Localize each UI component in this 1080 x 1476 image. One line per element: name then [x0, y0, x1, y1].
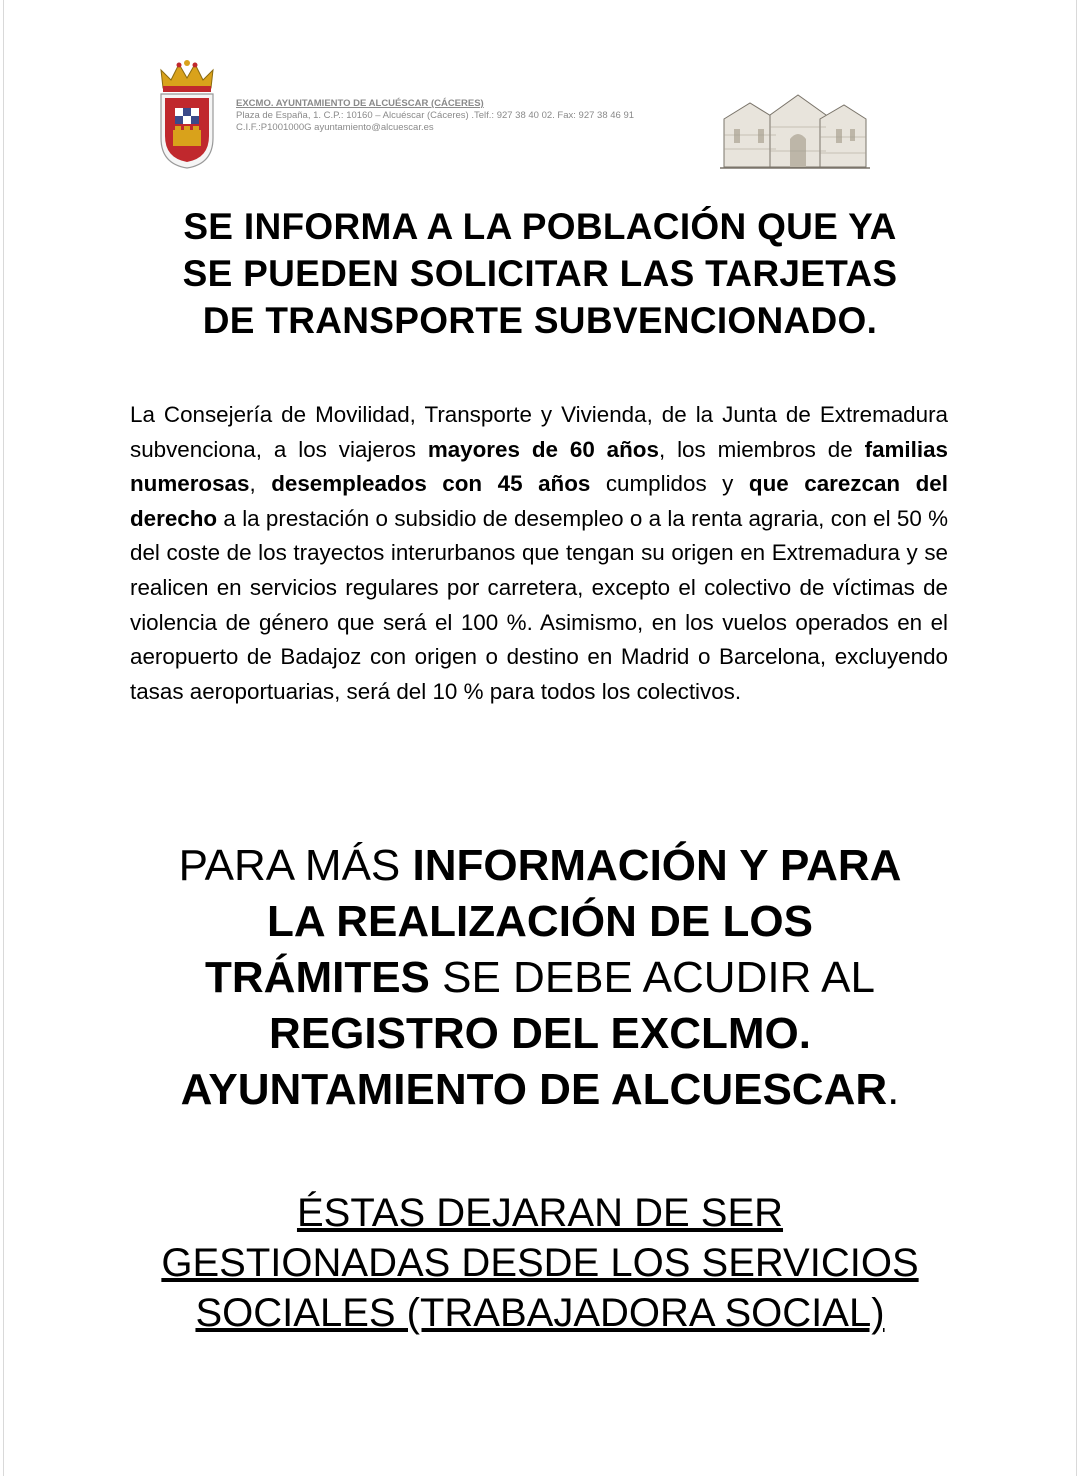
- letterhead: [150, 60, 880, 175]
- info-line-3-bold: TRÁMITES: [205, 953, 430, 1002]
- info-line-5-bold: AYUNTAMIENTO DE ALCUESCAR: [180, 1065, 888, 1114]
- church-building-icon: [720, 85, 870, 170]
- notice-block: [110, 1188, 970, 1338]
- info-line-2: [110, 894, 970, 950]
- letterhead-text: [236, 98, 634, 134]
- info-line-5: [110, 1062, 970, 1118]
- body-bold-4: que carezcan del derecho: [130, 471, 948, 531]
- coat-of-arms-icon: [155, 60, 219, 170]
- organization-name: EXCMO. AYUNTAMIENTO DE ALCUÉSCAR (CÁCERES): [236, 98, 484, 109]
- organization-cif-email: C.I.F.:P1001000G ayuntamiento@alcuescar.es: [236, 122, 434, 133]
- headline: [120, 203, 960, 344]
- body-bold-3: desempleados con 45 años: [271, 471, 591, 497]
- body-text-1: La Consejería de Movilidad, Transporte y Vivienda, de la Junta de Extremadura subvenciona, a los viajeros: [130, 402, 948, 462]
- info-line-1-normal: PARA MÁS: [178, 841, 413, 890]
- body-text-3: ,: [249, 471, 272, 497]
- info-line-1-bold: INFORMACIÓN Y PARA: [412, 841, 902, 890]
- info-line-1: [110, 838, 970, 894]
- headline-line-2: SE PUEDEN SOLICITAR LAS TARJETAS: [182, 253, 898, 294]
- info-line-4: [110, 1006, 970, 1062]
- notice-line-3: SOCIALES (TRABAJADORA SOCIAL): [195, 1291, 885, 1335]
- notice-line-2: GESTIONADAS DESDE LOS SERVICIOS: [161, 1241, 919, 1285]
- info-line-2-bold: LA REALIZACIÓN DE LOS: [267, 897, 813, 946]
- info-block: [110, 838, 970, 1118]
- organization-address: Plaza de España, 1. C.P.: 10160 – Alcuéscar (Cáceres) .Telf.: 927 38 40 02. Fax: 927 38 46 91: [236, 110, 635, 121]
- info-line-5-normal: .: [887, 1065, 900, 1114]
- body-bold-1: mayores de 60 años: [427, 436, 659, 462]
- headline-line-3: DE TRANSPORTE SUBVENCIONADO.: [202, 300, 878, 341]
- headline-line-1: SE INFORMA A LA POBLACIÓN QUE YA: [183, 206, 897, 247]
- info-line-4-bold: REGISTRO DEL EXCLMO.: [269, 1009, 811, 1058]
- body-text-5: a la prestación o subsidio de desempleo o a la renta agraria, con el 50 % del coste de los trayectos interurbanos que tengan su origen en Extremadura y se realicen en servicios regulares por carretera, excepto el colectivo de víctimas de violencia de género que será el 100 %. Asimismo, en los vuelos operados en el aeropuerto de Badajoz con origen o destino en Madrid o Barcelona, excluyendo tasas aeroportuarias, será del 10 % para todos los colectivos.: [130, 505, 948, 704]
- notice-line-1: ÉSTAS DEJARAN DE SER: [296, 1191, 784, 1235]
- body-paragraph: [130, 398, 948, 709]
- body-text-2: , los miembros de: [658, 436, 865, 462]
- info-line-3: [110, 950, 970, 1006]
- body-text-4: cumplidos y: [590, 471, 749, 497]
- info-line-3-normal: SE DEBE ACUDIR AL: [429, 953, 875, 1002]
- body-bold-2: familias numerosas: [130, 436, 948, 497]
